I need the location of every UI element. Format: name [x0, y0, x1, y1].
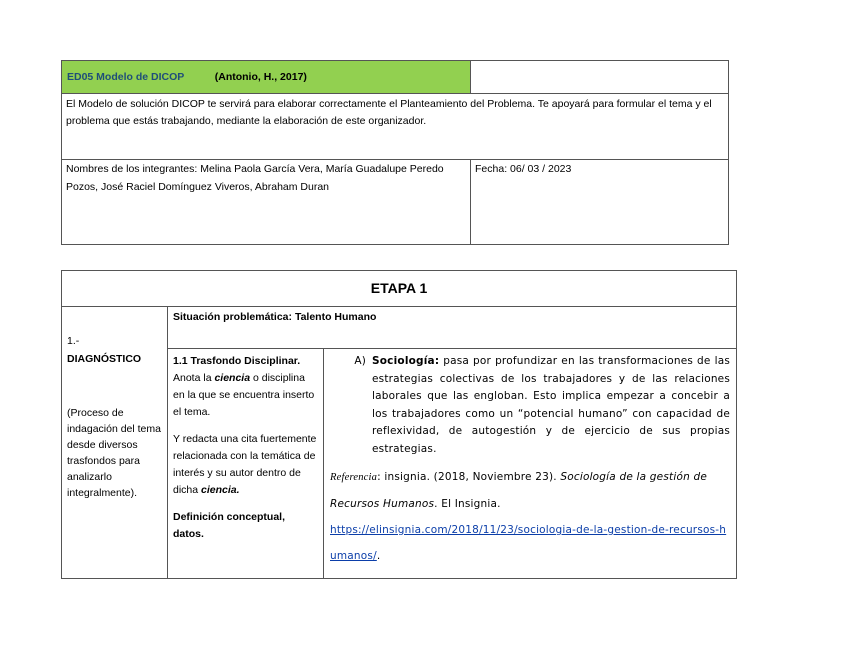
header-title-cell [62, 61, 471, 94]
header-table [61, 60, 729, 245]
reference-end: . [376, 550, 381, 562]
situation-cell [168, 307, 737, 349]
trasfondo-cell [168, 349, 324, 579]
members-cell [62, 160, 471, 245]
definicion-label: Definición conceptual, datos. [173, 511, 286, 540]
sociologia-paragraph [372, 353, 730, 458]
etapa-title: ETAPA 1 [62, 271, 737, 307]
content-cell [324, 349, 737, 579]
members-text: Nombres de los integrantes: Melina Paola García Vera, María Guadalupe Peredo Pozos, José Raciel Domínguez Viveros, Abraham Duran [66, 163, 444, 193]
reference-link[interactable]: https://elinsignia.com/2018/11/23/sociologia-de-la-gestion-de-recursos-humanos/ [330, 524, 727, 562]
redacta-italic: ciencia. [201, 484, 240, 496]
step-description: (Proceso de indagación del tema desde diversos trasfondos para analizarlo integralmente). [67, 407, 161, 499]
etapa-table [61, 270, 737, 579]
step-number: 1.- [67, 335, 80, 347]
trasfondo-italic: ciencia [214, 372, 251, 384]
trasfondo-title: 1.1 Trasfondo Disciplinar. [173, 355, 301, 367]
step-name: DIAGNÓSTICO [67, 353, 142, 365]
date-text: Fecha: 06/ 03 / 2023 [475, 163, 572, 175]
list-marker: A) [354, 355, 366, 367]
reference-title: Sociología de la gestión de Recursos Humanos [330, 471, 707, 510]
reference-label: Referencia [330, 472, 378, 483]
reference-text: : insignia. (2018, Noviembre 23). [377, 471, 557, 483]
intro-text: El Modelo de solución DICOP te servirá para elaborar correctamente el Planteamiento del Problema. Te apoyará para formular el tema y el problema que estás trabajando, mediante la elaboración de este organizador. [66, 98, 712, 127]
date-cell [471, 160, 729, 245]
sociologia-text: pasa por profundizar en las transformaciones de las estrategias colectivas de los trabajadores y de las relaciones laborales que las engloban. Esto implica empezar a concebir a los trabajadores como un “potencial humano” con capacidad de reflexividad, de autogestión y de ejercicio de sus propias estrategias. [372, 355, 731, 455]
diagnostico-cell [62, 307, 168, 579]
header-empty-cell [471, 61, 729, 94]
trasfondo-instruction [173, 370, 318, 421]
sociologia-item [330, 353, 730, 458]
redacta-pre: Y redacta una cita fuertemente relacionada con la temática de interés y su autor dentro de dicha [173, 433, 317, 496]
document-citation: (Antonio, H., 2017) [214, 71, 307, 83]
document-title: ED05 Modelo de DICOP [67, 71, 185, 83]
redacta-instruction [173, 431, 318, 499]
trasfondo-pre: Anota la [173, 372, 212, 384]
intro-cell [62, 94, 729, 160]
trasfondo-post: o disciplina en la que se encuentra inserto el tema. [173, 372, 315, 418]
situation-text: Situación problemática: Talento Humano [173, 311, 377, 323]
reference-source: . El Insignia. [434, 498, 501, 510]
reference [330, 464, 730, 569]
sociologia-label: Sociología: [372, 355, 440, 367]
